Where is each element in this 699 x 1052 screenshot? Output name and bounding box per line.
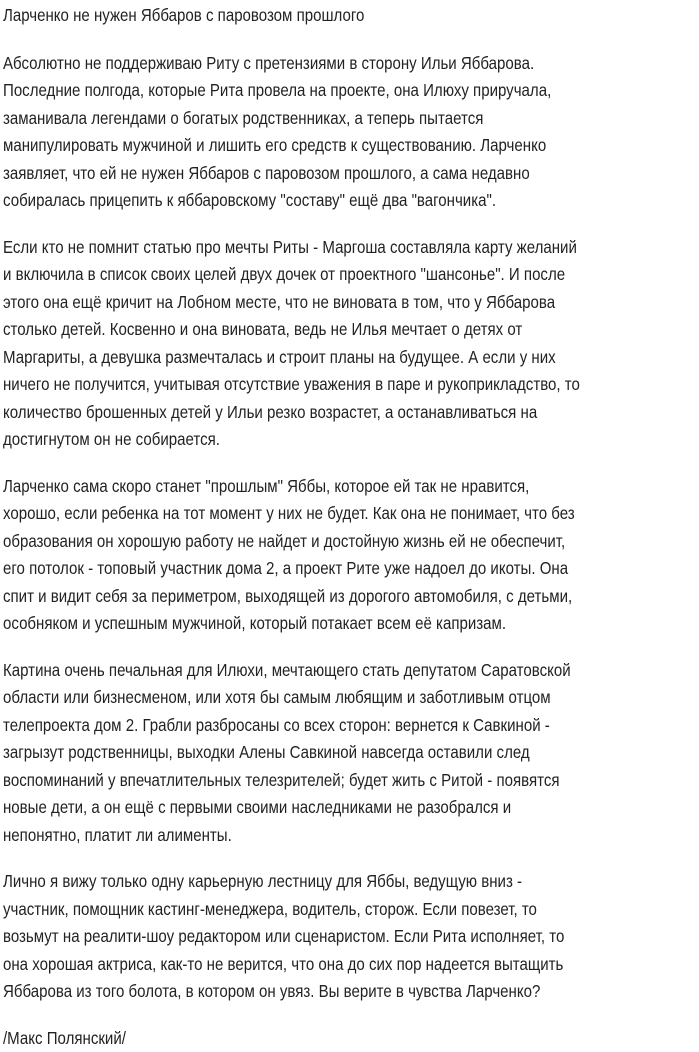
paragraph-5 [3, 868, 699, 1006]
paragraph-line: загрызут родственницы, выходки Алены Савкиной навсегда оставили след [3, 739, 605, 767]
article [3, 2, 699, 1052]
paragraph-line: возьмут на реалити-шоу редактором или сценаристом. Если Рита исполняет, то [3, 923, 605, 951]
paragraph-line: этого она ещё кричит на Лобном месте, что не виновата в том, что у Яббарова [3, 289, 605, 317]
paragraph-line: новые дети, а он ещё с первыми своими наследниками не разобрался и [3, 794, 605, 822]
paragraph-line: области или бизнесменом, или хотя бы самым любящим и заботливым отцом [3, 684, 605, 712]
paragraph-line: непонятно, платит ли алименты. [3, 822, 605, 850]
paragraph-line: спит и видит себя за периметром, выходящей из дорогого автомобиля, с детьми, [3, 583, 605, 611]
paragraph-line: Картина очень печальная для Илюхи, мечтающего стать депутатом Саратовской [3, 657, 605, 685]
paragraph-line: его потолок - топовый участник дома 2, а проект Рите уже надоел до икоты. Она [3, 555, 605, 583]
paragraph-line: Ларченко сама скоро станет "прошлым" Яббы, которое ей так не нравится, [3, 473, 605, 501]
paragraph-line: участник, помощник кастинг-менеджера, водитель, сторож. Если повезет, то [3, 896, 605, 924]
article-title: Ларченко не нужен Яббаров с паровозом прошлого [3, 2, 605, 30]
paragraph-3 [3, 473, 699, 638]
author-signature: /Макс Полянский/ [3, 1025, 605, 1052]
paragraph-line: Маргариты, а девушка размечталась и строит планы на будущее. А если у них [3, 344, 605, 372]
paragraph-line: образования он хорошую работу не найдет и достойную жизнь ей не обеспечит, [3, 528, 605, 556]
paragraph-4 [3, 657, 699, 850]
paragraph-line: столько детей. Косвенно и она виновата, ведь не Илья мечтает о детях от [3, 316, 605, 344]
paragraph-line: заявляет, что ей не нужен Яббаров с паровозом прошлого, а сама недавно [3, 160, 605, 188]
paragraph-line: Лично я вижу только одну карьерную лестницу для Яббы, ведущую вниз - [3, 868, 605, 896]
paragraph-line: собиралась прицепить к яббаровскому "составу" ещё два "вагончика". [3, 187, 605, 215]
paragraph-2 [3, 234, 699, 454]
paragraph-line: Абсолютно не поддерживаю Риту с претензиями в сторону Ильи Яббарова. [3, 50, 605, 78]
paragraph-line: манипулировать мужчиной и лишить его средств к существованию. Ларченко [3, 132, 605, 160]
paragraph-line: воспоминаний у впечатлительных телезрителей; будет жить с Ритой - появятся [3, 767, 605, 795]
paragraph-line: она хорошая актриса, как-то не верится, что она до сих пор надеется вытащить [3, 951, 605, 979]
paragraph-line: заманивала легендами о богатых родственниках, а теперь пытается [3, 105, 605, 133]
paragraph-line: количество брошенных детей у Ильи резко возрастет, а останавливаться на [3, 399, 605, 427]
paragraph-1 [3, 50, 699, 215]
paragraph-line: Последние полгода, которые Рита провела на проекте, она Илюху приручала, [3, 77, 605, 105]
paragraph-line: и включила в список своих целей двух дочек от проектного "шансонье". И после [3, 261, 605, 289]
paragraph-line: хорошо, если ребенка на тот момент у них не будет. Как она не понимает, что без [3, 500, 605, 528]
paragraph-line: достигнутом он не собирается. [3, 426, 605, 454]
paragraph-line: Яббарова из того болота, в котором он увяз. Вы верите в чувства Ларченко? [3, 978, 605, 1006]
paragraph-line: Если кто не помнит статью про мечты Риты - Маргоша составляла карту желаний [3, 234, 605, 262]
paragraph-line: телепроекта дом 2. Грабли разбросаны со всех сторон: вернется к Савкиной - [3, 712, 605, 740]
paragraph-line: ничего не получится, учитывая отсутствие уважения в паре и рукоприкладство, то [3, 371, 605, 399]
paragraph-line: особняком и успешным мужчиной, который потакает всем её капризам. [3, 610, 605, 638]
